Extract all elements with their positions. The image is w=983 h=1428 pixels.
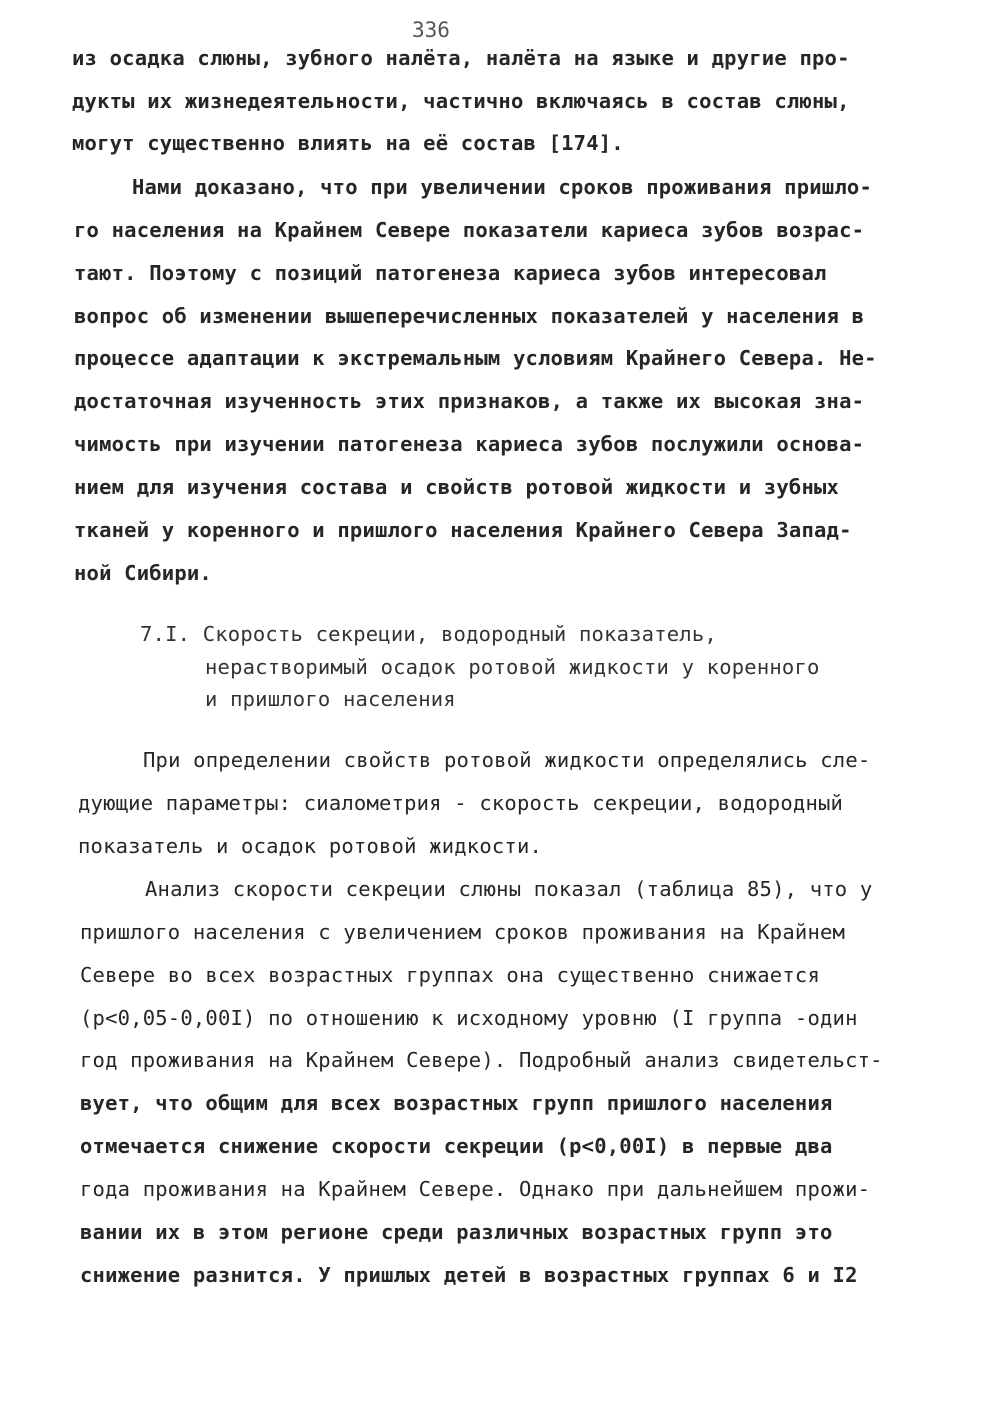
text-line: Анализ скорости секреции слюны показал (таблица 85), что у — [145, 877, 873, 901]
text-line: процессе адаптации к экстремальным условиям Крайнего Севера. Не- — [74, 346, 877, 370]
page-number: 336 — [412, 18, 450, 42]
text-line: года проживания на Крайнем Севере. Однако при дальнейшем прожи- — [80, 1177, 871, 1201]
text-line: тают. Поэтому с позиций патогенеза кариеса зубов интересовал — [74, 261, 827, 285]
text-line: Нами доказано, что при увеличении сроков проживания пришло- — [132, 175, 872, 199]
heading-line: и пришлого населения — [205, 687, 456, 711]
heading-line: 7.I. Скорость секреции, водородный показатель, — [140, 622, 717, 646]
text-line: Севере во всех возрастных группах она существенно снижается — [80, 963, 820, 987]
text-line: снижение разнится. У пришлых детей в возрастных группах 6 и I2 — [80, 1263, 858, 1287]
text-line: пришлого населения с увеличением сроков проживания на Крайнем — [80, 920, 846, 944]
text-line: ной Сибири. — [74, 561, 212, 585]
text-line: показатель и осадок ротовой жидкости. — [78, 834, 543, 858]
text-line: из осадка слюны, зубного налёта, налёта на языке и другие про- — [72, 46, 850, 70]
text-line: дукты их жизнедеятельности, частично включаясь в состав слюны, — [72, 89, 850, 113]
text-line: отмечается снижение скорости секреции (p<0,00I) в первые два — [80, 1134, 833, 1158]
text-line: нием для изучения состава и свойств ротовой жидкости и зубных — [74, 475, 840, 499]
text-line: (p<0,05-0,00I) по отношению к исходному уровню (I группа -один — [80, 1006, 858, 1030]
text-line: могут существенно влиять на её состав [174]. — [72, 131, 624, 155]
text-line: достаточная изученность этих признаков, а также их высокая зна- — [74, 389, 865, 413]
text-line: вании их в этом регионе среди различных возрастных групп это — [80, 1220, 833, 1244]
text-line: вует, что общим для всех возрастных групп пришлого населения — [80, 1091, 833, 1115]
text-line: дующие параметры: сиалометрия - скорость секреции, водородный — [78, 791, 844, 815]
heading-line: нерастворимый осадок ротовой жидкости у коренного — [205, 655, 820, 679]
text-line: чимость при изучении патогенеза кариеса зубов послужили основа- — [74, 432, 865, 456]
text-line: При определении свойств ротовой жидкости определялись сле- — [143, 748, 871, 772]
text-line: тканей у коренного и пришлого населения Крайнего Севера Запад- — [74, 518, 852, 542]
text-line: вопрос об изменении вышеперечисленных показателей у населения в — [74, 304, 865, 328]
text-line: го населения на Крайнем Севере показатели кариеса зубов возрас- — [74, 218, 865, 242]
text-line: год проживания на Крайнем Севере). Подробный анализ свидетельст- — [80, 1048, 883, 1072]
